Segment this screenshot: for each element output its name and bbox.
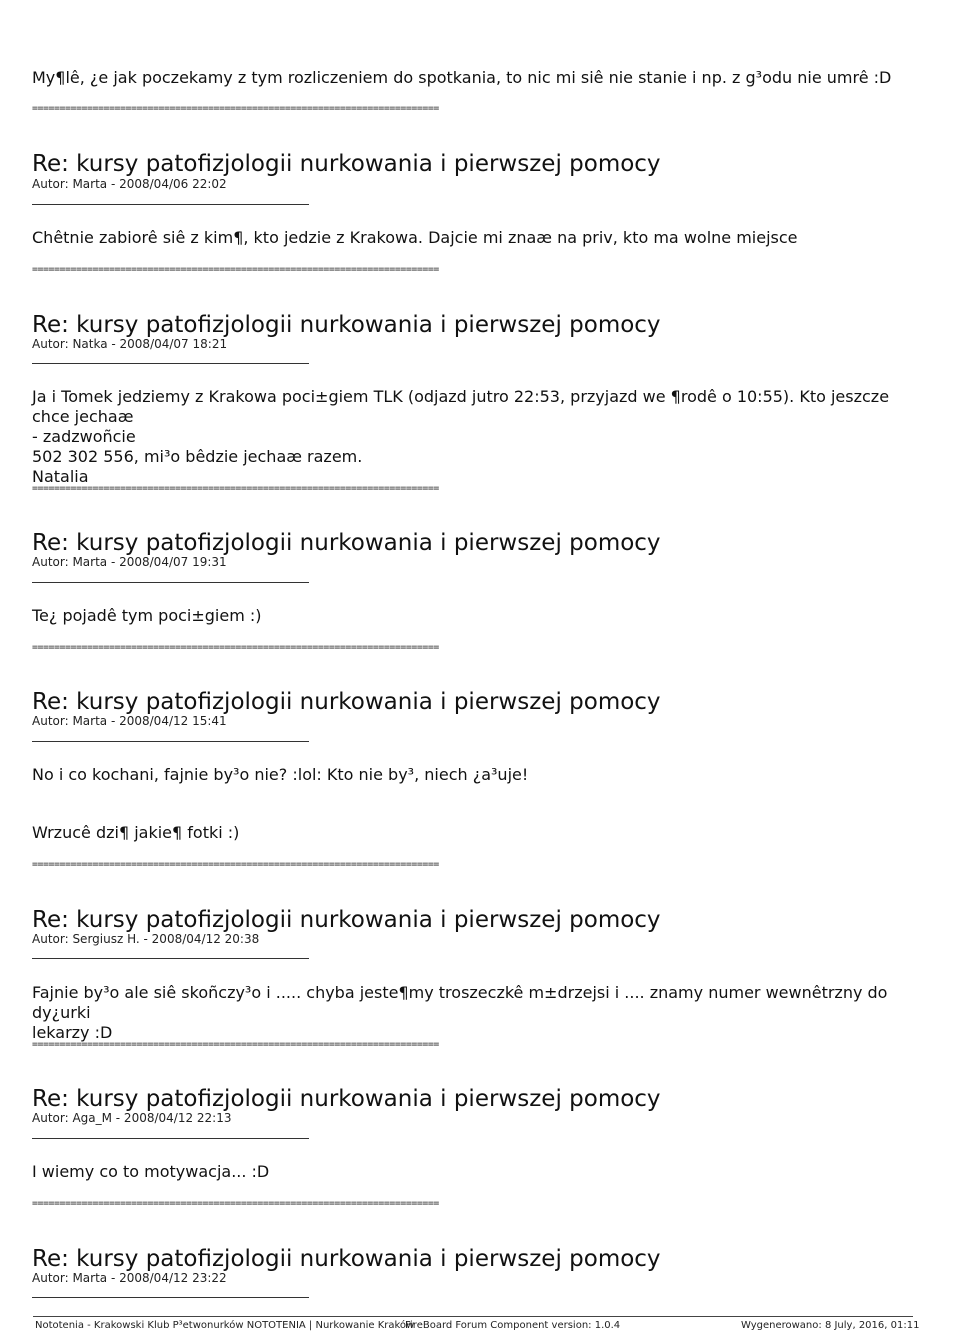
previous-post-text: My¶lê, ¿e jak poczekamy z tym rozliczeniem do spotkania, to nic mi siê nie stanie i np. z g³odu nie umrê :D xyxy=(32,68,892,87)
post-meta: Autor: Aga_M - 2008/04/12 22:13 xyxy=(32,1111,232,1125)
post-line: Wrzucê dzi¶ jakie¶ fotki :) xyxy=(32,823,240,842)
post-divider xyxy=(32,1138,309,1139)
post-body xyxy=(32,606,912,626)
post-divider xyxy=(32,204,309,205)
post-title: Re: kursy patofizjologii nurkowania i pierwszej pomocy xyxy=(32,151,661,177)
post-line: 502 302 556, mi³o bêdzie jechaæ razem. xyxy=(32,447,363,466)
post-meta: Autor: Marta - 2008/04/06 22:02 xyxy=(32,177,227,191)
post-divider xyxy=(32,741,309,742)
post-divider xyxy=(32,582,309,583)
post-title: Re: kursy patofizjologii nurkowania i pierwszej pomocy xyxy=(32,1246,661,1272)
separator: ========================================================================== xyxy=(32,642,439,653)
post-body xyxy=(32,387,912,487)
post-line: Ja i Tomek jedziemy z Krakowa poci±giem TLK (odjazd jutro 22:53, przyjazd we ¶rodê o 10:55). Kto jeszcze chce jechaæ xyxy=(32,387,890,426)
footer-component-version: FireBoard Forum Component version: 1.0.4 xyxy=(405,1320,621,1331)
post-meta: Autor: Natka - 2008/04/07 18:21 xyxy=(32,337,228,351)
post-divider xyxy=(32,1297,309,1298)
post-body xyxy=(32,765,912,843)
post-line xyxy=(32,785,912,823)
post-line: - zadzwoñcie xyxy=(32,427,136,446)
post-body xyxy=(32,1162,912,1182)
post-line: I wiemy co to motywacja... :D xyxy=(32,1162,270,1181)
post-line: Fajnie by³o ale siê skoñczy³o i ..... chyba jeste¶my troszeczkê m±drzejsi i .... znamy numer wewnêtrzny do dy¿urki xyxy=(32,983,888,1022)
post-divider xyxy=(32,363,309,364)
post-meta: Autor: Marta - 2008/04/07 19:31 xyxy=(32,555,227,569)
separator: ========================================================================== xyxy=(32,264,439,275)
separator: ========================================================================== xyxy=(32,103,439,114)
post-body xyxy=(32,983,912,1043)
post-divider xyxy=(32,958,309,959)
separator: ========================================================================== xyxy=(32,859,439,870)
post-meta: Autor: Marta - 2008/04/12 15:41 xyxy=(32,714,227,728)
post-title: Re: kursy patofizjologii nurkowania i pierwszej pomocy xyxy=(32,907,661,933)
page-footer xyxy=(33,1316,920,1333)
post-line: Te¿ pojadê tym poci±giem :) xyxy=(32,606,262,625)
post-title: Re: kursy patofizjologii nurkowania i pierwszej pomocy xyxy=(32,1086,661,1112)
post-line: Natalia xyxy=(32,467,89,486)
post-line: lekarzy :D xyxy=(32,1023,113,1042)
post-title: Re: kursy patofizjologii nurkowania i pierwszej pomocy xyxy=(32,530,661,556)
post-title: Re: kursy patofizjologii nurkowania i pierwszej pomocy xyxy=(32,312,661,338)
post-line: No i co kochani, fajnie by³o nie? :lol: Kto nie by³, niech ¿a³uje! xyxy=(32,765,529,784)
post-meta: Autor: Sergiusz H. - 2008/04/12 20:38 xyxy=(32,932,260,946)
separator: ========================================================================== xyxy=(32,483,439,494)
post-meta: Autor: Marta - 2008/04/12 23:22 xyxy=(32,1271,227,1285)
post-body xyxy=(32,228,912,248)
separator: ========================================================================== xyxy=(32,1039,439,1050)
footer-generated-date: Wygenerowano: 8 July, 2016, 01:11 xyxy=(741,1320,920,1331)
post-line: Chêtnie zabiorê siê z kim¶, kto jedzie z Krakowa. Dajcie mi znaæ na priv, kto ma wolne miejsce xyxy=(32,228,798,247)
separator: ========================================================================== xyxy=(32,1198,439,1209)
footer-site-name: Nototenia - Krakowski Klub P³etwonurków NOTOTENIA | Nurkowanie Kraków xyxy=(35,1320,415,1331)
post-title: Re: kursy patofizjologii nurkowania i pierwszej pomocy xyxy=(32,689,661,715)
